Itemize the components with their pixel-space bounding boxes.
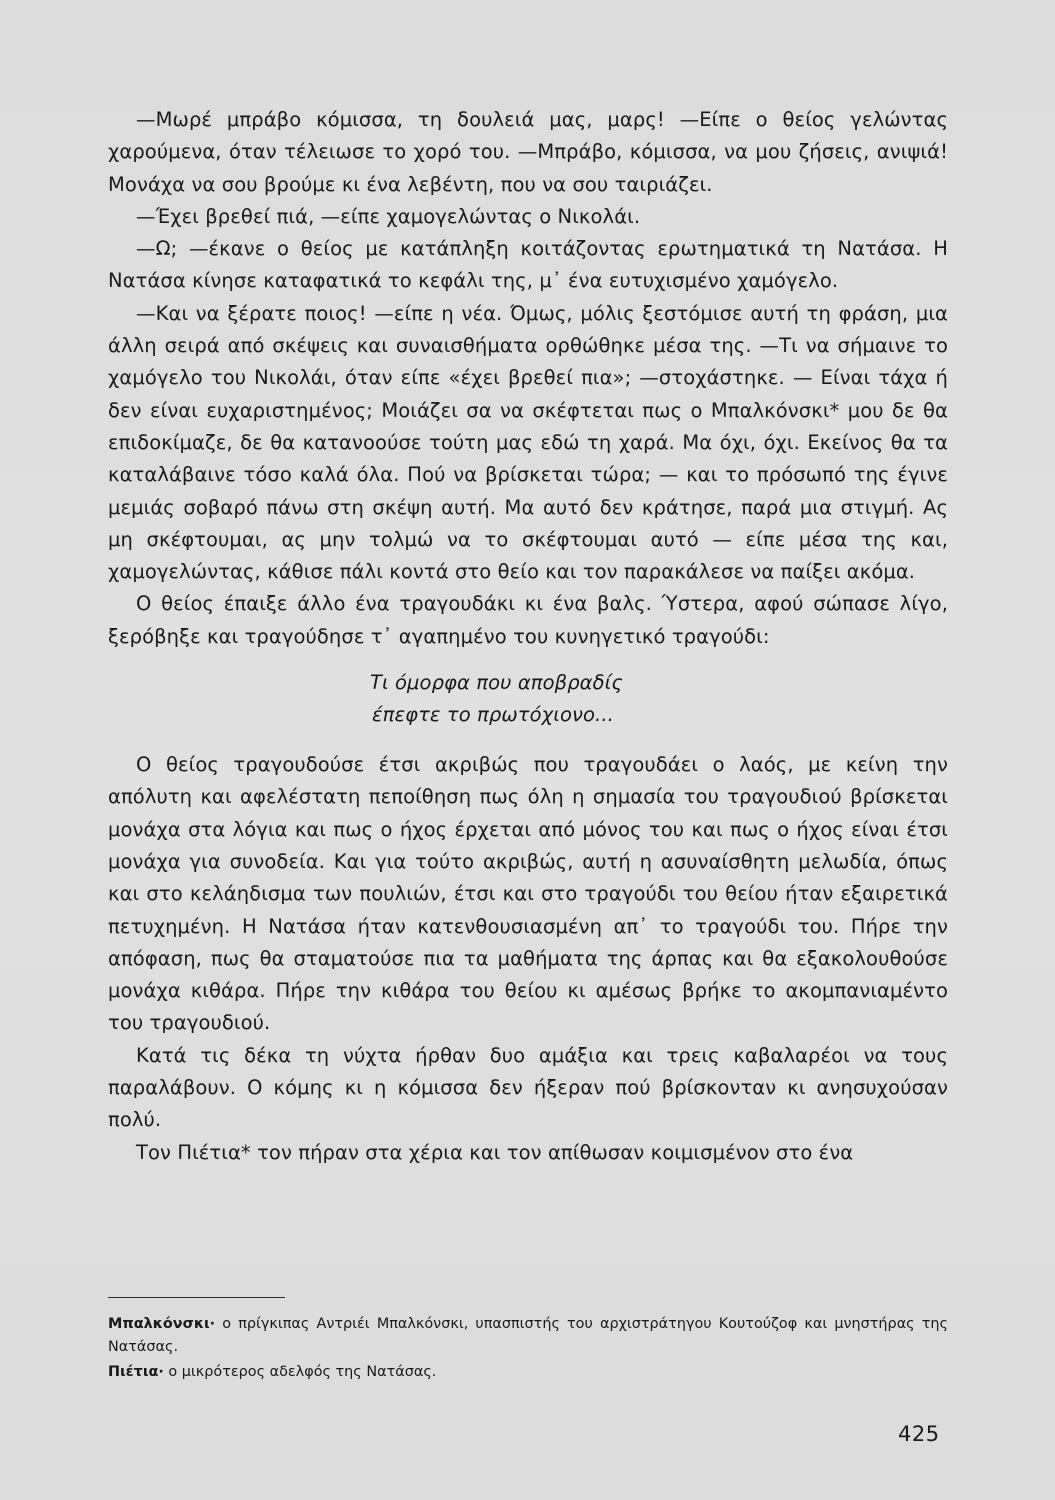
footnote-text: ο πρίγκιπας Αντριέι Μπαλκόνσκι, υπασπιστής του αρχιστράτηγου Κουτούζοφ και μνηστήρας της Νατάσας.	[108, 1316, 948, 1355]
footnote-divider	[108, 1297, 285, 1298]
footnote-term: Μπαλκόνσκι·	[108, 1316, 216, 1332]
paragraph: —Ω; —έκανε ο θείος με κατάπληξη κοιτάζοντας ερωτηματικά τη Νατάσα. Η Νατάσα κίνησε καταφατικά το κεφάλι της, μ᾿ ένα ευτυχισμένο χαμόγελο.	[108, 237, 948, 293]
footnote-text: ο μικρότερος αδελφός της Νατάσας.	[163, 1364, 437, 1380]
verse-line: έπεφτε το πρωτόχιονο...	[372, 703, 614, 727]
paragraph: Κατά τις δέκα τη νύχτα ήρθαν δυο αμάξια και τρεις καβαλαρέοι να τους παραλάβουν. Ο κόμης κι η κόμισσα δεν ήξεραν πού βρίσκονταν κι ανησυχούσαν πολύ.	[108, 1043, 948, 1132]
paragraph: —Έχει βρεθεί πιά, —είπε χαμογελώντας ο Νικολάι.	[136, 204, 641, 228]
footnote	[108, 1313, 948, 1359]
main-text	[108, 104, 948, 1169]
verse-line: Τι όμορφα που αποβραδίς	[370, 671, 623, 695]
paragraph: —Μωρέ μπράβο κόμισσα, τη δουλειά μας, μαρς! —Είπε ο θείος γελώντας χαρούμενα, όταν τέλειωσε το χορό του. —Μπράβο, κόμισσα, να μου ζήσεις, ανιψιά! Μονάχα να σου βρούμε κι ένα λεβέντη, που να σου ταιριάζει.	[108, 108, 948, 196]
footnote-term: Πιέτια·	[108, 1364, 164, 1380]
page-number: 425	[898, 1422, 940, 1446]
paragraph: —Και να ξέρατε ποιος! —είπε η νέα. Όμως, μόλις ξεστόμισε αυτή τη φράση, μια άλλη σειρά από σκέψεις και συναισθήματα ορθώθηκε μέσα της. —Τι να σήμαινε το χαμόγελο του Νικολάι, όταν είπε «έχει βρεθεί πια»; —στοχάστηκε. — Είναι τάχα ή δεν είναι ευχαριστημένος; Μοιάζει σα να σκέφτεται πως ο Μπαλκόνσκι* μου δε θα επιδοκίμαζε, δε θα κατανοούσε τούτη μας εδώ τη χαρά. Μα όχι, όχι. Εκείνος θα τα καταλάβαινε τόσο καλά όλα. Πού να βρίσκεται τώρα; — και το πρόσωπό της έγινε μεμιάς σοβαρό πάνω στη σκέψη αυτή. Μα αυτό δεν κράτησε, παρά μια στιγμή. Ας μη σκέφτουμαι, ας μην τολμώ να το σκέφτουμαι αυτό — είπε μέσα της και, χαμογελώντας, κάθισε πάλι κοντά στο θείο και τον παρακάλεσε να παίξει ακόμα.	[108, 301, 948, 584]
song-verse	[108, 667, 948, 731]
footnote	[108, 1361, 948, 1384]
paragraph: Ο θείος έπαιξε άλλο ένα τραγουδάκι κι ένα βαλς. Ύστερα, αφού σώπασε λίγο, ξερόβηξε και τραγούδησε τ᾿ αγαπημένο του κυνηγετικό τραγούδι:	[108, 592, 948, 648]
footnotes	[108, 1313, 948, 1386]
paragraph: Τον Πιέτια* τον πήραν στα χέρια και τον απίθωσαν κοιμισμένον στο ένα	[136, 1140, 854, 1164]
paragraph: Ο θείος τραγουδούσε έτσι ακριβώς που τραγουδάει ο λαός, με κείνη την απόλυτη και αφελέστατη πεποίθηση πως όλη η σημασία του τραγουδιού βρίσκεται μονάχα στα λόγια και πως ο ήχος έρχεται από μόνος του και πως ο ήχος είναι έτσι μονάχα για συνοδεία. Και για τούτο ακριβώς, αυτή η ασυναίσθητη μελωδία, όπως και στο κελάηδισμα των πουλιών, έτσι και στο τραγούδι του θείου ήταν εξαιρετικά πετυχημένη. Η Νατάσα ήταν κατενθουσιασμένη απ᾿ το τραγούδι του. Πήρε την απόφαση, πως θα σταματούσε πια τα μαθήματα της άρπας και θα εξακολουθούσε μονάχα κιθάρα. Πήρε την κιθάρα του θείου κι αμέσως βρήκε το ακομπανιαμέντο του τραγουδιού.	[108, 753, 948, 1035]
